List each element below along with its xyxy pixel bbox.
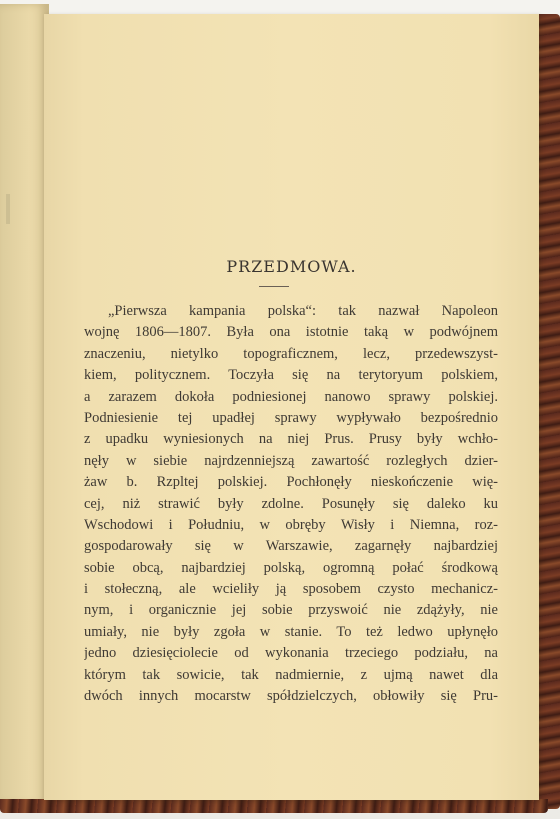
page-heading: PRZEDMOWA. — [226, 257, 357, 276]
text-line: znaczeniu, nietylko topograficznem, lecz, przedewszyst- — [84, 345, 498, 362]
text-line: z upadku wyniesionych na niej Prus. Prusy były wchło- — [84, 431, 498, 448]
text-line: a zarazem dokoła podniesionej nanowo sprawy polskiej. — [84, 388, 498, 405]
text-line: nym, i organicznie jej sobie przyswoić nie zdążyły, nie — [84, 602, 498, 619]
text-line: „Pierwsza kampania polska“: tak nazwał Napoleon — [108, 303, 498, 319]
text-line: sobie obcą, najbardziej polską, ogromną połać środkową — [84, 559, 498, 576]
text-line: nęły w siebie najrdzenniejszą zawartość rozległych dzier- — [84, 452, 498, 469]
previous-page-edge — [0, 4, 49, 804]
text-line: gospodarowały się w Warszawie, zagarnęły najbardziej — [84, 538, 498, 555]
text-line: cej, niż strawić były zdolne. Posunęły się daleko ku — [84, 495, 498, 512]
text-line: żaw b. Rzpltej polskiej. Pochłonęły nieskończenie wię- — [84, 474, 498, 491]
text-line: którym tak sowicie, tak nadmiernie, z ujmą nawet dla — [84, 666, 498, 683]
book-cover-bottom — [0, 799, 548, 813]
text-line: i stołeczną, ale wcieliły ją sposobem czysto mechanicz- — [84, 581, 498, 598]
book-page — [44, 14, 539, 800]
heading-rule — [259, 286, 289, 287]
text-line: kiem, politycznem. Toczyła się na terytoryum polskiem, — [84, 367, 498, 384]
text-line: Podniesienie tej upadłej sprawy wypływało bezpośrednio — [84, 409, 498, 426]
page-mark — [6, 194, 10, 224]
text-line: jedno dziesięciolecie od wykonania trzeciego podziału, na — [84, 645, 498, 662]
text-line: wojnę 1806—1807. Była ona istotnie taką w podwójnem — [84, 324, 498, 341]
text-line: Wschodowi i Południu, w obręby Wisły i Niemna, roz- — [84, 516, 498, 533]
text-line: umiały, nie były zgoła w stanie. To też ledwo upłynęło — [84, 623, 498, 640]
body-text — [84, 301, 498, 707]
book-cover-edge — [538, 14, 560, 809]
text-line: dwóch innych mocarstw spółdzielczych, obłowiły się Pru- — [84, 688, 498, 705]
